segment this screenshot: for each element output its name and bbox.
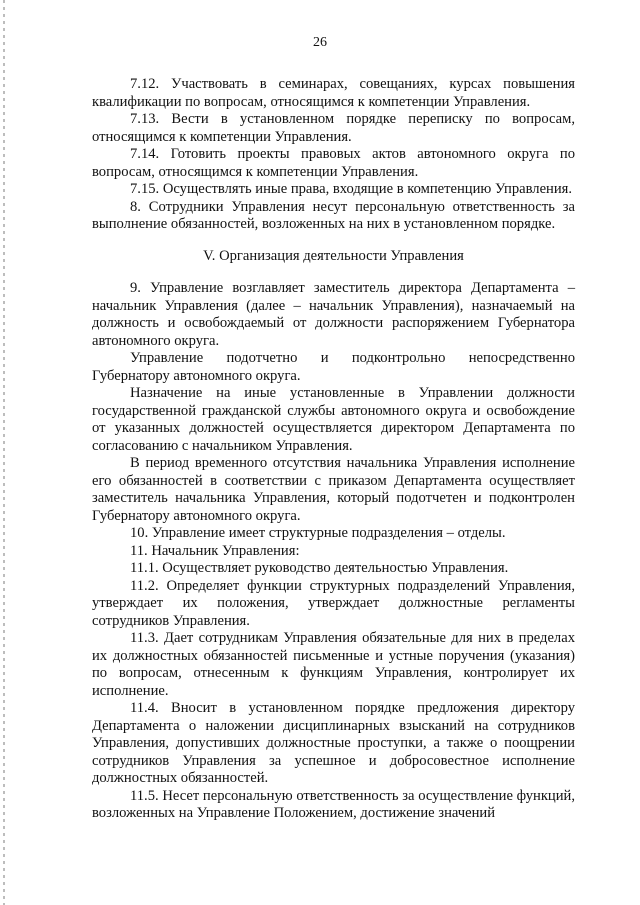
paragraph-9-subordination: Управление подотчетно и подконтрольно непосредственно Губернатору автономного округа. [92, 350, 575, 384]
paragraph-7-13: 7.13. Вести в установленном порядке переписку по вопросам, относящимся к компетенции Управления. [92, 111, 575, 145]
paragraph-11: 11. Начальник Управления: [130, 542, 300, 559]
paragraph-11-1: 11.1. Осуществляет руководство деятельностью Управления. [130, 560, 509, 576]
paragraph-7-12: 7.12. Участвовать в семинарах, совещаниях, курсах повышения квалификации по вопросам, относящимся к компетенции Управления. [92, 76, 575, 110]
scan-edge [3, 0, 5, 905]
document-body [92, 76, 575, 823]
section-heading: V. Организация деятельности Управления [203, 247, 464, 264]
paragraph-11-5: 11.5. Несет персональную ответственность за осуществление функций, возложенных на Управление Положением, достижение значений [92, 787, 575, 821]
paragraph-9: 9. Управление возглавляет заместитель директора Департамента – начальник Управления (далее – начальник Управления), назначаемый на должность и освобождаемый от должности распоряжением Губернатора автономного округа. [92, 280, 575, 349]
page-number: 26 [313, 35, 327, 50]
paragraph-9-absence: В период временного отсутствия начальника Управления исполнение его обязанностей в соответствии с приказом Департамента осуществляет заместитель начальника Управления, который подотчетен и подконтролен Губернатору автономного округа. [92, 455, 575, 524]
paragraph-9-appointment: Назначение на иные установленные в Управлении должности государственной гражданской службы автономного округа и освобождение от указанных должностей осуществляется директором Департамента по согласованию с начальником Управления. [92, 385, 575, 454]
paragraph-11-3: 11.3. Дает сотрудникам Управления обязательные для них в пределах их должностных обязанностей письменные и устные поручения (указания) по вопросам, отнесенным к функциям Управления, контролирует их исполнение. [92, 630, 575, 699]
paragraph-8: 8. Сотрудники Управления несут персональную ответственность за выполнение обязанностей, возложенных на них в установленном порядке. [92, 198, 575, 232]
paragraph-11-4: 11.4. Вносит в установленном порядке предложения директору Департамента о наложении дисциплинарных взысканий на сотрудников Управления, допустивших должностные проступки, а также о поощрении сотрудников Управления за успешное и добросовестное исполнение должностных обязанностей. [92, 700, 575, 786]
paragraph-7-15: 7.15. Осуществлять иные права, входящие в компетенцию Управления. [130, 181, 573, 197]
paragraph-10: 10. Управление имеет структурные подразделения – отделы. [130, 525, 506, 541]
paragraph-7-14: 7.14. Готовить проекты правовых актов автономного округа по вопросам, относящимся к компетенции Управления. [92, 146, 575, 180]
paragraph-11-2: 11.2. Определяет функции структурных подразделений Управления, утверждает их положения, утверждает должностные регламенты сотрудников Управления. [92, 577, 575, 629]
